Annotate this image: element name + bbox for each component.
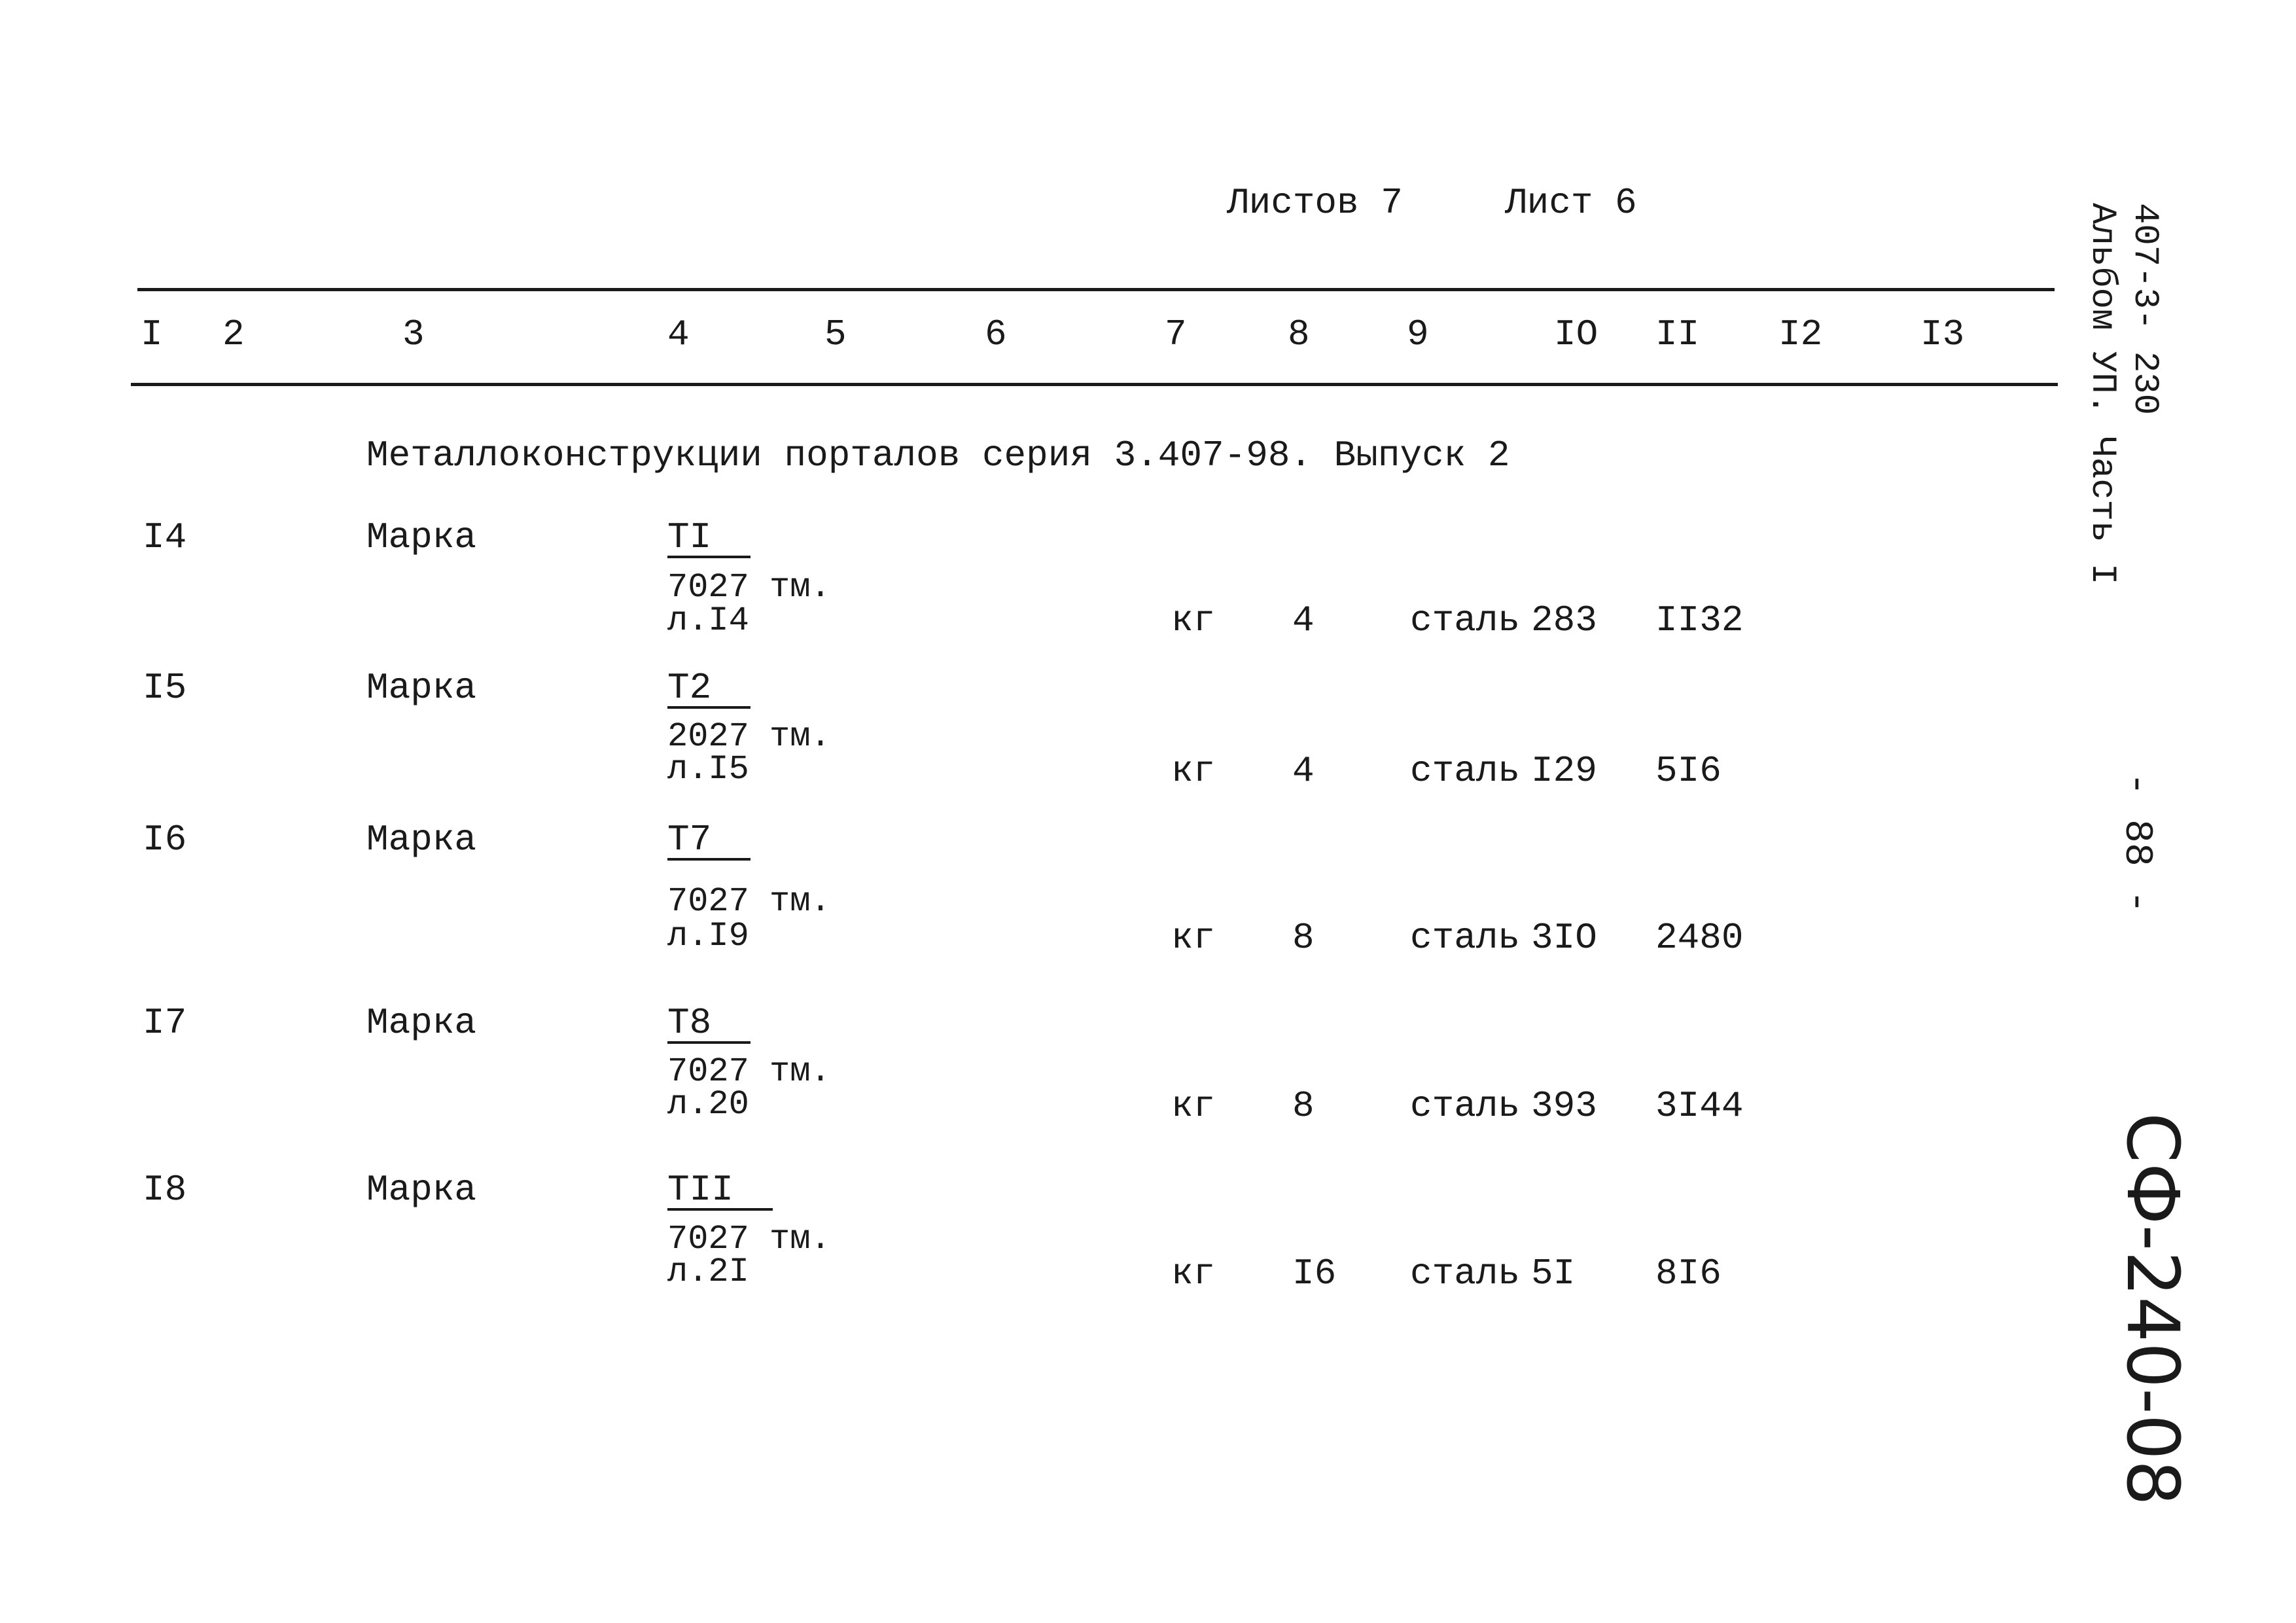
row-total-mass: 5I6: [1655, 750, 1722, 792]
row-number: I4: [143, 516, 187, 558]
col-12: I2: [1778, 313, 1823, 355]
row-material: сталь: [1410, 599, 1521, 641]
col-11: II: [1655, 313, 1700, 355]
page-number: - 88 -: [2114, 772, 2159, 914]
col-6: 6: [985, 313, 1007, 355]
row-qty: 8: [1292, 1085, 1315, 1127]
row-total-mass: 8I6: [1655, 1253, 1722, 1294]
row-unit: кг: [1171, 750, 1216, 792]
row-total-mass: II32: [1655, 599, 1744, 641]
top-rule: [137, 288, 2055, 291]
row-label: Марка: [366, 516, 477, 558]
row-unit-mass: 5I: [1531, 1253, 1576, 1294]
col-8: 8: [1288, 313, 1310, 355]
row-doc: 7027 тм.: [667, 1052, 831, 1091]
row-qty: I6: [1292, 1253, 1337, 1294]
row-qty: 8: [1292, 917, 1315, 959]
section-title: Металлоконструкции порталов серия 3.407-98. Выпуск 2: [366, 435, 1510, 476]
sheet-number: Лист 6: [1505, 182, 1637, 224]
row-doc: 7027 тм.: [667, 882, 831, 921]
row-unit: кг: [1171, 599, 1216, 641]
row-unit-mass: 283: [1531, 599, 1597, 641]
col-10: IO: [1554, 313, 1598, 355]
inventory-number: СФ-240-08: [2111, 1113, 2195, 1506]
row-unit: кг: [1171, 1253, 1216, 1294]
row-material: сталь: [1410, 1085, 1521, 1127]
col-1: I: [141, 313, 163, 355]
row-doc: 7027 тм.: [667, 568, 831, 607]
row-unit: кг: [1171, 1085, 1216, 1127]
row-total-mass: 2480: [1655, 917, 1744, 959]
row-number: I6: [143, 819, 187, 861]
row-qty: 4: [1292, 750, 1315, 792]
row-doc: 2027 тм.: [667, 717, 831, 756]
row-mark: T7: [667, 821, 751, 861]
row-sheet: л.I9: [667, 917, 749, 955]
album-label: Альбом УП. Часть I: [2082, 203, 2122, 585]
row-qty: 4: [1292, 599, 1315, 641]
col-7: 7: [1165, 313, 1187, 355]
row-mark: T2: [667, 669, 751, 709]
col-5: 5: [824, 313, 847, 355]
row-material: сталь: [1410, 917, 1521, 959]
row-material: сталь: [1410, 750, 1521, 792]
row-number: I8: [143, 1169, 187, 1211]
row-label: Марка: [366, 1169, 477, 1211]
row-sheet: л.2I: [667, 1253, 749, 1291]
col-13: I3: [1920, 313, 1965, 355]
row-sheet: л.I4: [667, 601, 749, 640]
row-material: сталь: [1410, 1253, 1521, 1294]
col-9: 9: [1407, 313, 1429, 355]
col-2: 2: [222, 313, 245, 355]
header-rule: [131, 383, 2058, 386]
row-number: I5: [143, 667, 187, 709]
row-label: Марка: [366, 819, 477, 861]
row-sheet: л.20: [667, 1085, 749, 1124]
row-unit: кг: [1171, 917, 1216, 959]
doc-code: 407-3- 230: [2125, 203, 2164, 416]
row-doc: 7027 тм.: [667, 1220, 831, 1258]
row-number: I7: [143, 1002, 187, 1044]
row-label: Марка: [366, 1002, 477, 1044]
row-total-mass: 3I44: [1655, 1085, 1744, 1127]
row-mark: TI: [667, 519, 751, 558]
row-unit-mass: 3IO: [1531, 917, 1597, 959]
row-label: Марка: [366, 667, 477, 709]
col-3: 3: [402, 313, 425, 355]
row-unit-mass: 393: [1531, 1085, 1597, 1127]
row-unit-mass: I29: [1531, 750, 1597, 792]
col-4: 4: [667, 313, 690, 355]
row-mark: TII: [667, 1171, 773, 1211]
row-mark: T8: [667, 1005, 751, 1044]
row-sheet: л.I5: [667, 750, 749, 789]
sheets-total: Листов 7: [1227, 182, 1403, 224]
